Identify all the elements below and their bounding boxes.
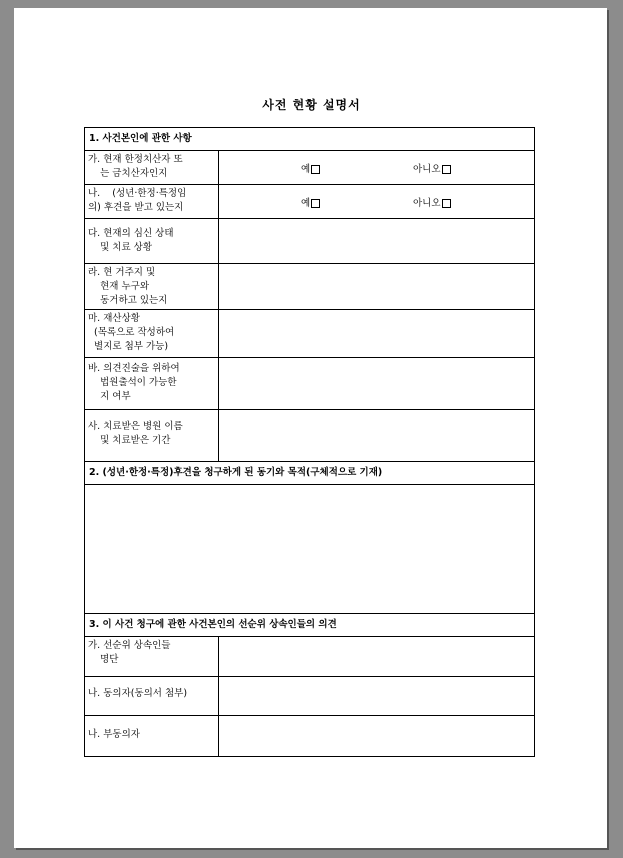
no-option[interactable] — [413, 195, 451, 209]
section2-text-area[interactable] — [85, 485, 534, 614]
table-row — [85, 716, 534, 756]
table-row — [85, 219, 534, 264]
checkbox-icon[interactable] — [442, 199, 451, 208]
row-label: 나. 동의자(동의서 첨부) — [85, 677, 219, 715]
table-row — [85, 185, 534, 219]
table-row — [85, 410, 534, 462]
no-option[interactable] — [413, 161, 451, 175]
row-label: 바. 의견진술을 위하여 법원출석이 가능한 지 여부 — [85, 358, 219, 409]
table-row — [85, 677, 534, 716]
section1-header-row — [85, 128, 534, 151]
row-value-cell — [219, 151, 534, 184]
row-label: 라. 현 거주지 및 현재 누구와 동거하고 있는지 — [85, 264, 219, 309]
row-label: 사. 치료받은 병원 이름 및 치료받은 기간 — [85, 410, 219, 461]
row-label: 가. 현재 한정치산자 또 는 금치산자인지 — [85, 151, 219, 184]
row-value-cell[interactable] — [219, 410, 534, 461]
row-value-cell[interactable] — [219, 677, 534, 715]
no-label: 아니오 — [413, 197, 441, 209]
table-row — [85, 310, 534, 358]
row-value-cell[interactable] — [219, 637, 534, 676]
row-value-cell[interactable] — [219, 310, 534, 357]
section1-header: 1. 사건본인에 관한 사항 — [89, 133, 192, 144]
yes-option[interactable] — [301, 161, 320, 175]
table-row — [85, 358, 534, 410]
row-value-cell[interactable] — [219, 358, 534, 409]
section3-header-row — [85, 614, 534, 637]
document-title: 사전 현황 설명서 — [262, 98, 361, 112]
table-row — [85, 264, 534, 310]
section2-header-row — [85, 462, 534, 485]
no-label: 아니오 — [413, 163, 441, 175]
checkbox-icon[interactable] — [311, 199, 320, 208]
row-label: 가. 선순위 상속인들 명단 — [85, 637, 219, 676]
row-label: 나. 부동의자 — [85, 716, 219, 756]
row-value-cell[interactable] — [219, 219, 534, 263]
row-label: 마. 재산상황 (목록으로 작성하여 별지로 첨부 가능) — [85, 310, 219, 357]
section3-header: 3. 이 사건 청구에 관한 사건본인의 선순위 상속인들의 의견 — [89, 619, 337, 630]
yes-label: 예 — [301, 163, 311, 175]
table-row — [85, 637, 534, 677]
checkbox-icon[interactable] — [311, 165, 320, 174]
row-label: 다. 현재의 심신 상태 및 치료 상황 — [85, 219, 219, 263]
section2-header: 2. (성년·한정·특정)후견을 청구하게 된 동기와 목적(구체적으로 기재) — [89, 467, 383, 478]
row-value-cell — [219, 185, 534, 218]
row-value-cell[interactable] — [219, 264, 534, 309]
table-row — [85, 151, 534, 185]
yes-option[interactable] — [301, 195, 320, 209]
yes-label: 예 — [301, 197, 311, 209]
row-label: 나. (성년·한정·특정임 의) 후견을 받고 있는지 — [85, 185, 219, 218]
row-value-cell[interactable] — [219, 716, 534, 756]
form-table — [84, 127, 535, 757]
checkbox-icon[interactable] — [442, 165, 451, 174]
